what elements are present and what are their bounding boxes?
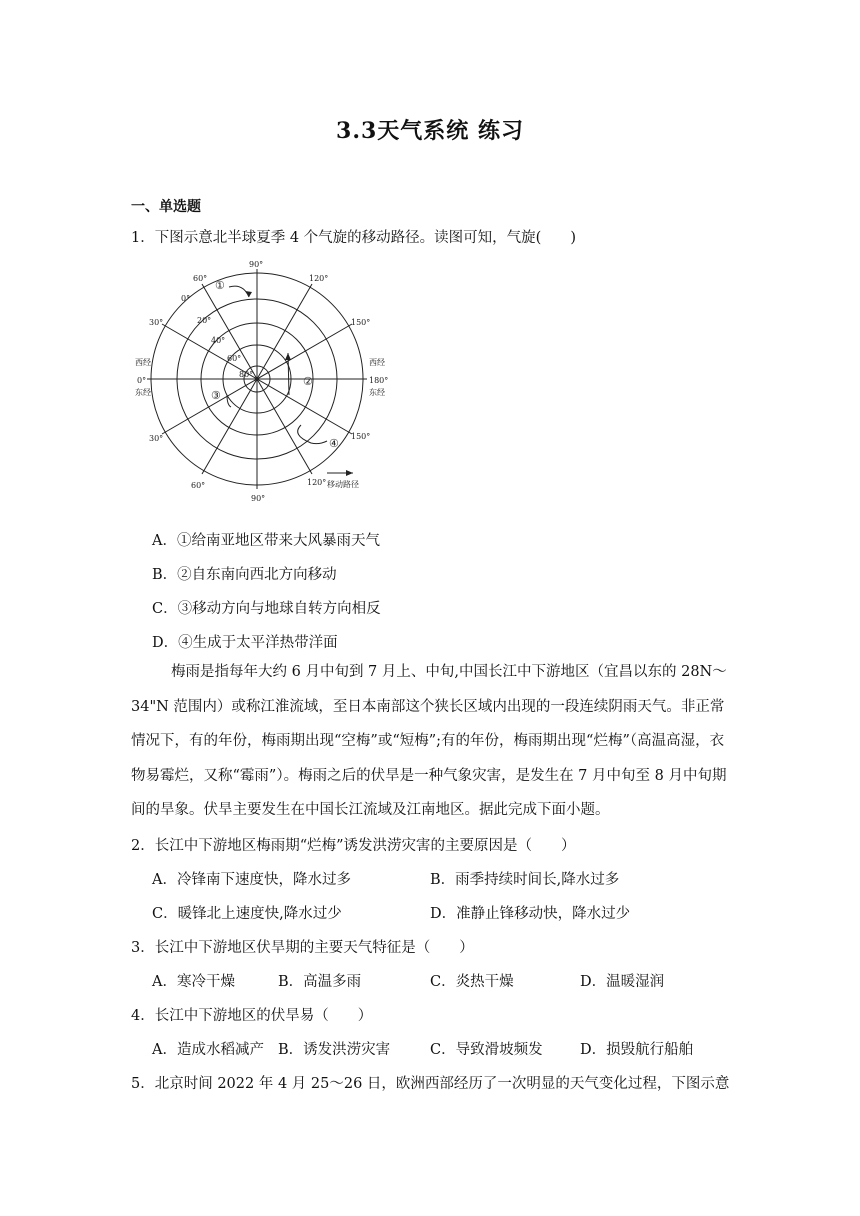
lon-label-90-bottom: 90° [251, 494, 266, 503]
question-5-stem: 5．北京时间 2022 年 4 月 25～26 日，欧洲西部经历了一次明显的天气变化过程，下图示意 [131, 1076, 730, 1092]
east-lon-label-right: 东经 [369, 388, 385, 397]
q1-option-a: A．①给南亚地区带来大风暴雨天气 [152, 533, 380, 549]
lat-label-20: 20° [197, 316, 212, 325]
q1-option-b: B．②自东南向西北方向移动 [152, 567, 337, 583]
polar-map-figure [131, 255, 391, 505]
lon-label-60-bottom: 60° [191, 481, 206, 490]
lon-label-30-bottom: 30° [149, 434, 164, 443]
polar-map-svg [131, 255, 391, 505]
lon-label-30-top: 30° [149, 318, 164, 327]
q1-option-d: D．④生成于太平洋热带洋面 [152, 635, 338, 651]
lon-label-90-top: 90° [249, 260, 264, 269]
lon-label-120-bottom: 120° [307, 478, 327, 487]
lon-label-60-top: 60° [193, 274, 208, 283]
legend-arrowhead [346, 470, 353, 476]
west-lon-label: 西经 [135, 358, 151, 367]
path-4-arrow [298, 425, 327, 444]
q3-option-b: B．高温多雨 [278, 974, 362, 990]
reading-passage [131, 655, 736, 828]
marker-2: ② [303, 375, 313, 388]
page-title: 3.3天气系统 练习 [336, 118, 524, 144]
q4-option-c: C．导致滑坡频发 [430, 1042, 543, 1058]
q2-option-d: D．准静止锋移动快，降水过少 [430, 906, 631, 922]
marker-1: ① [215, 279, 225, 292]
lon-label-0: 0° [137, 376, 147, 385]
q2-option-c: C．暖锋北上速度快,降水过少 [152, 906, 342, 922]
question-1-stem: 1．下图示意北半球夏季 4 个气旋的移动路径。读图可知，气旋( ) [131, 230, 576, 246]
question-4-stem: 4．长江中下游地区的伏旱易（ ） [131, 1008, 373, 1024]
lat-label-80: 80° [239, 370, 254, 379]
question-2-stem: 2．长江中下游地区梅雨期“烂梅”诱发洪涝灾害的主要原因是（ ） [131, 838, 576, 854]
question-3-stem: 3．长江中下游地区伏旱期的主要天气特征是（ ） [131, 940, 474, 956]
q3-option-c: C．炎热干燥 [430, 974, 514, 990]
q2-option-a: A．冷锋南下速度快，降水过多 [152, 872, 351, 888]
q4-option-a: A．造成水稻减产 [152, 1042, 264, 1058]
q4-option-d: D．损毁航行船舶 [580, 1042, 694, 1058]
lon-label-120-top: 120° [309, 274, 329, 283]
lat-label-60: 60° [227, 354, 242, 363]
marker-3: ③ [211, 389, 221, 402]
q3-option-d: D．温暖湿润 [580, 974, 665, 990]
lat-label-0: 0° [181, 294, 191, 303]
marker-4: ④ [329, 437, 339, 450]
lon-label-150-top: 150° [351, 318, 371, 327]
lon-label-180: 180° [369, 376, 389, 385]
q2-option-b: B．雨季持续时间长,降水过多 [430, 872, 620, 888]
q4-option-b: B．诱发洪涝灾害 [278, 1042, 391, 1058]
lat-label-40: 40° [211, 336, 226, 345]
q3-option-a: A．寒冷干燥 [152, 974, 235, 990]
lon-label-150-bottom: 150° [351, 432, 371, 441]
passage-text: 梅雨是指每年大约 6 月中旬到 7 月上、中旬,中国长江中下游地区（宜昌以东的 28N～34"N 范围内）或称江淮流域，至日本南部这个狭长区域内出现的一段连续阴雨天气。非正常情况下，有的年份，梅雨期出现“空梅”或“短梅”;有的年份，梅雨期出现“烂梅”（高温高湿，衣物易霉烂，又称“霉雨”）。梅雨之后的伏旱是一种气象灾害，是发生在 7 月中旬至 8 月中旬期间的旱象。伏旱主要发生在中国长江流域及江南地区。据此完成下面小题。 [131, 664, 727, 818]
west-lon-label-right: 西经 [369, 358, 385, 367]
section-heading: 一、单选题 [131, 199, 201, 215]
path-1-arrowhead [245, 291, 252, 297]
legend-label: 移动路径 [327, 480, 359, 489]
path-2-arrowhead [285, 353, 291, 360]
east-lon-label: 东经 [135, 388, 151, 397]
q1-option-c: C．③移动方向与地球自转方向相反 [152, 601, 381, 617]
